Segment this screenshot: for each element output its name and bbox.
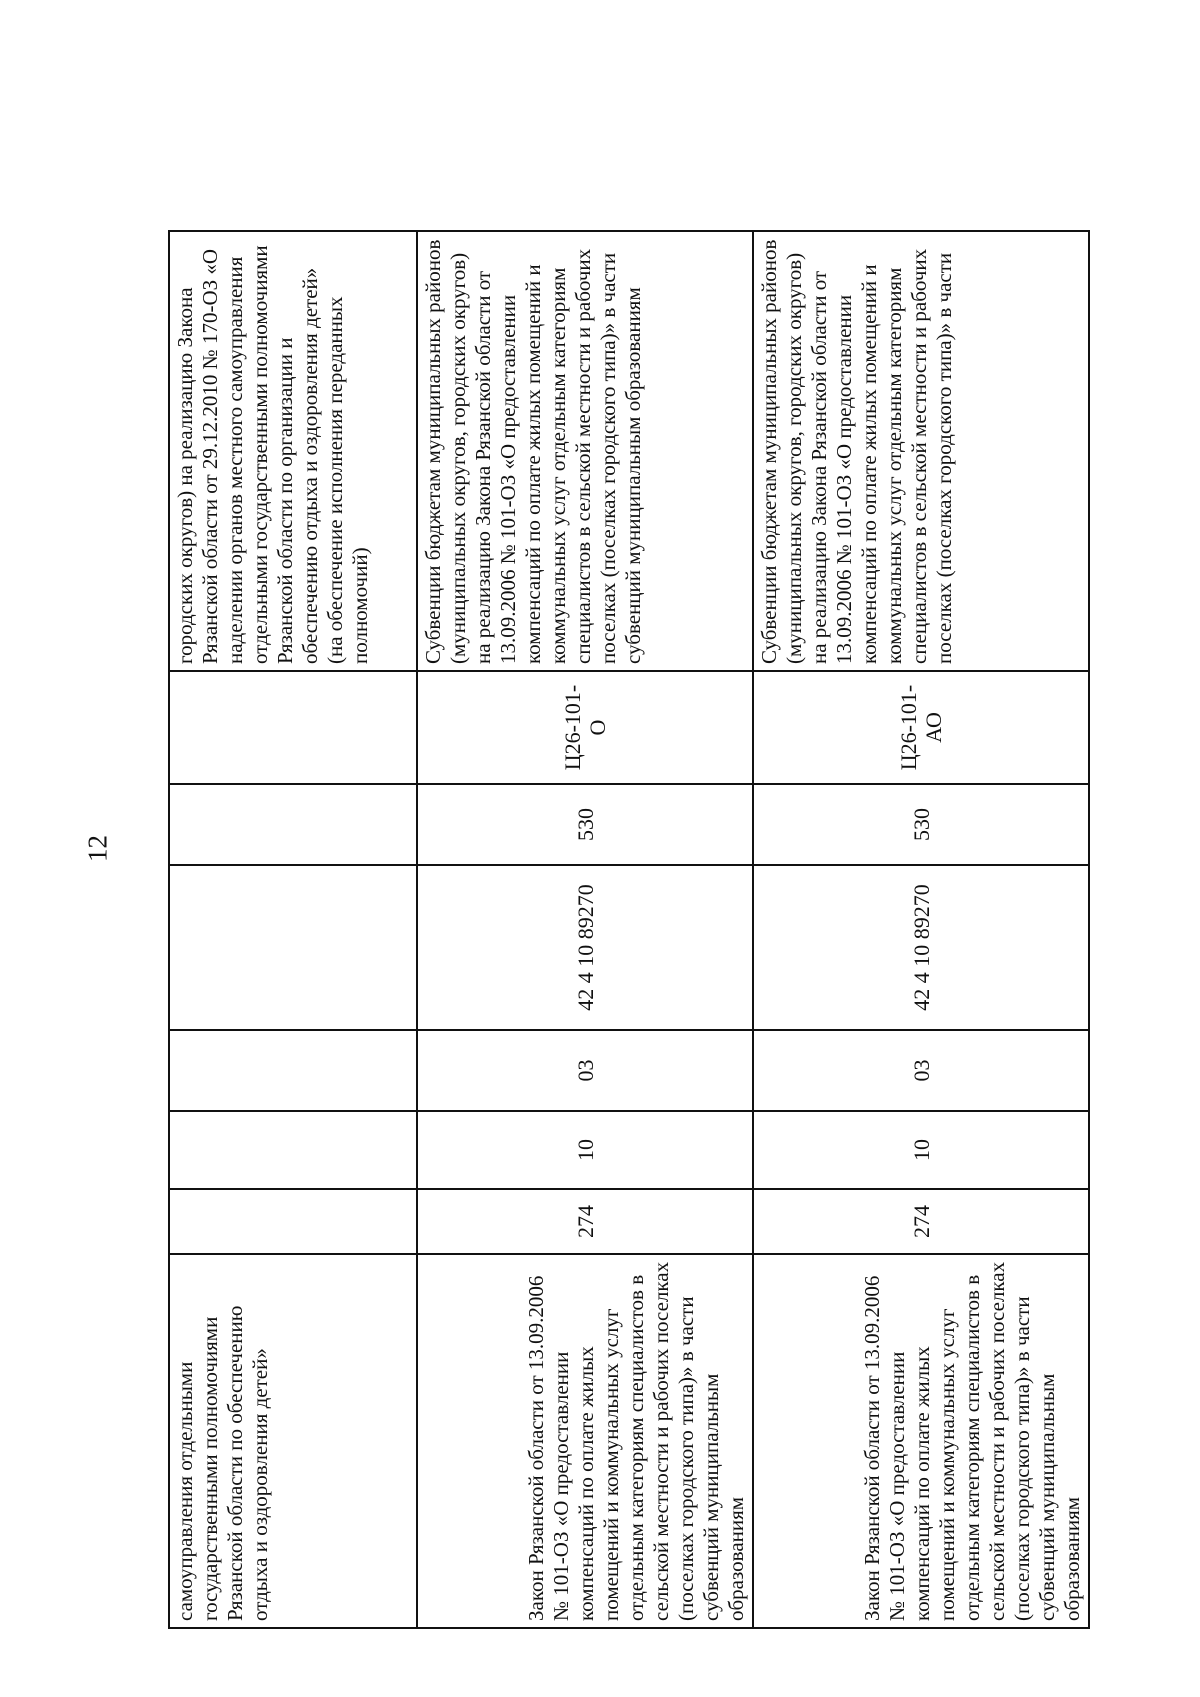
subsidy-name-cell: Субвенции бюджетам муниципальных районов (муниципальных округов, городских округов) на реализацию Закона Рязанской области от 13.09.2006 № 101-ОЗ «О предоставлении компенсаций по оплате жилых помещений и коммунальных услуг отдельным категориям специалистов в сельской местности и рабочих поселках (поселках городского типа)» в части субвенций муниципальным образованиям xyxy=(417,231,753,671)
subsection-cell: 03 xyxy=(417,1030,753,1111)
table-row xyxy=(753,231,1089,1628)
section-cell xyxy=(169,1111,417,1189)
expense-type-cell xyxy=(169,784,417,865)
subsidy-table xyxy=(168,230,1090,1629)
section-cell: 10 xyxy=(753,1111,1089,1189)
table-row xyxy=(417,231,753,1628)
subsidy-name-cell: городских округов) на реализацию Закона Рязанской области от 29.12.2010 № 170-ОЗ «О наделении органов местного самоуправления отдельными государственными полномочиями Рязанской области по организации и обеспечению отдыха и оздоровления детей» (на обеспечение исполнения переданных полномочий) xyxy=(169,231,417,671)
subsection-cell: 03 xyxy=(753,1030,1089,1111)
law-cell: Закон Рязанской области от 13.09.2006 № 101-ОЗ «О предоставлении компенсаций по оплате жилых помещений и коммунальных услуг отдельным категориям специалистов в сельской местности и рабочих поселках (поселках городского типа)» в части субвенций муниципальным образованиям xyxy=(753,1254,1089,1628)
target-article-cell: 42 4 10 89270 xyxy=(417,865,753,1030)
expense-type-cell: 530 xyxy=(753,784,1089,865)
law-cell: Закон Рязанской области от 13.09.2006 № 101-ОЗ «О предоставлении компенсаций по оплате жилых помещений и коммунальных услуг отдельным категориям специалистов в сельской местности и рабочих поселках (поселках городского типа)» в части субвенций муниципальным образованиям xyxy=(417,1254,753,1628)
subsidy-name-cell: Субвенции бюджетам муниципальных районов (муниципальных округов, городских округов) на реализацию Закона Рязанской области от 13.09.2006 № 101-ОЗ «О предоставлении компенсаций по оплате жилых помещений и коммунальных услуг отдельным категориям специалистов в сельской местности и рабочих поселках (поселках городского типа)» в части xyxy=(753,231,1089,671)
expense-type-cell: 530 xyxy=(417,784,753,865)
owner-code-cell xyxy=(169,1189,417,1254)
subsection-cell xyxy=(169,1030,417,1111)
purpose-code-cell xyxy=(169,671,417,784)
target-article-cell: 42 4 10 89270 xyxy=(753,865,1089,1030)
law-cell: самоуправления отдельными государственными полномочиями Рязанской области по обеспечению отдыха и оздоровления детей» xyxy=(169,1254,417,1628)
page-number: 12 xyxy=(82,835,113,862)
owner-code-cell: 274 xyxy=(417,1189,753,1254)
purpose-code-cell: Ц26-101-О xyxy=(417,671,753,784)
purpose-code-cell: Ц26-101-АО xyxy=(753,671,1089,784)
owner-code-cell: 274 xyxy=(753,1189,1089,1254)
table-row xyxy=(169,231,417,1628)
section-cell: 10 xyxy=(417,1111,753,1189)
target-article-cell xyxy=(169,865,417,1030)
table-container xyxy=(168,232,1088,1629)
